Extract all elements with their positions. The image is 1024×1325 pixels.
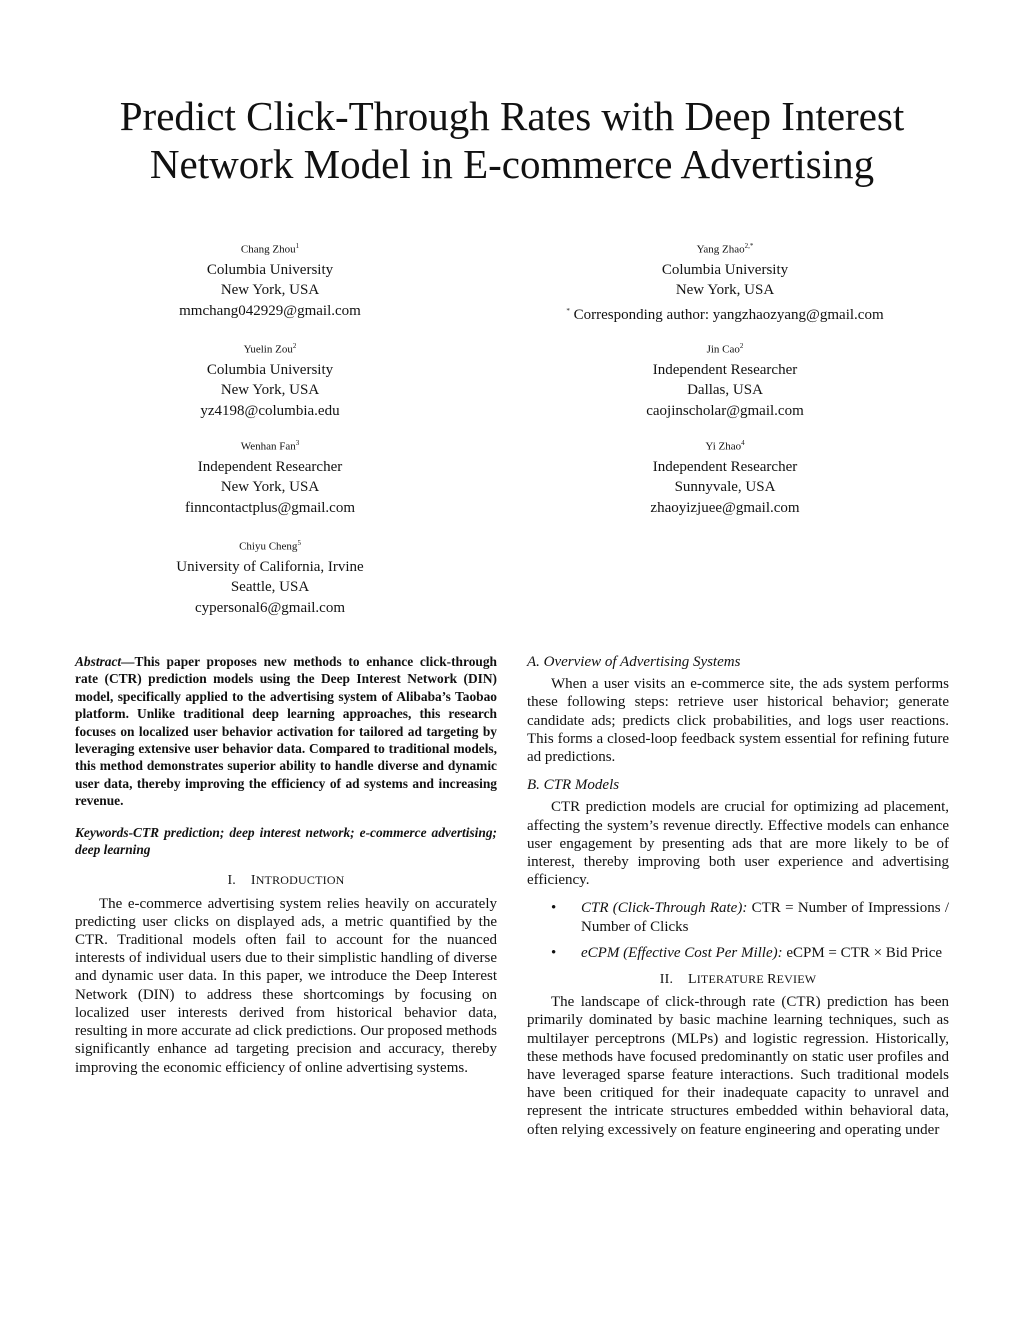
author-location: New York, USA — [220, 382, 320, 399]
list-item-definition: CTR = Number of Impressions / Number of Clicks — [581, 900, 949, 935]
bullet-icon: • — [551, 944, 557, 961]
author-location: Dallas, USA — [687, 382, 763, 399]
list-item — [527, 944, 949, 962]
list-item — [527, 899, 949, 935]
abstract-dash: — — [121, 654, 135, 669]
author-sup: 5 — [297, 539, 301, 547]
author-email: finncontactplus@gmail.com — [184, 499, 356, 516]
author-name: Chang Zhou — [240, 243, 296, 256]
author-email: caojinscholar@gmail.com — [646, 402, 804, 419]
author-block-4 — [545, 336, 905, 421]
author-email: yz4198@columbia.edu — [200, 402, 340, 419]
list-item-term: CTR (Click-Through Rate): — [581, 900, 748, 917]
author-name: Yi Zhao — [705, 440, 742, 453]
author-sup: 1 — [295, 242, 300, 250]
section-title-initial: L — [687, 972, 697, 988]
section-title-middle: ITERATURE — [696, 972, 768, 987]
author-block-3 — [90, 336, 450, 421]
section-heading-literature-review — [527, 970, 949, 989]
subsection-b-paragraph: CTR prediction models are crucial for optimizing ad placement, affecting the system’s revenue directly. Effective models can enhance user engagement by presenting ads that are more likely to be of interest, thereby improving both user experience and advertising efficiency. — [527, 799, 949, 889]
author-sup: 2 — [292, 342, 297, 350]
author-affiliation: University of California, Irvine — [176, 558, 364, 575]
author-name: Yang Zhao — [696, 243, 745, 256]
author-affiliation: Columbia University — [206, 261, 334, 278]
keywords: Keywords-CTR prediction; deep interest network; e-commerce advertising; deep learning — [75, 824, 497, 858]
author-name: Wenhan Fan — [240, 440, 296, 453]
author-email: mmchang042929@gmail.com — [179, 302, 361, 319]
literature-review-paragraph: The landscape of click-through rate (CTR) prediction has been primarily dominated by basic machine learning techniques, such as multilayer perceptrons (MLPs) and logistic regression. Historically, these methods have focused predominantly on static user profiles and have leveraged sparse feature interactions. Such traditional models have been critiqued for their inadequate capacity to unravel and represent the intricate structures embedded within behavioral data, often relying excessively on feature engineering and operating under — [527, 994, 949, 1138]
author-affiliation: Columbia University — [206, 361, 334, 378]
author-name: Chiyu Cheng — [239, 540, 298, 553]
subsection-heading-a: A. Overview of Advertising Systems — [527, 654, 741, 670]
right-column — [527, 653, 949, 1139]
abstract-text: This paper proposes new methods to enhance click-through rate (CTR) prediction models using the Deep Interest Network (DIN) model, specifically applied to the advertising system of Alibaba’s Taobao platform. Unlike traditional deep learning approaches, this research focuses on localized user behavior activation for tailored ad targeting by leveraging extensive user behavior data. Compared to traditional models, this method demonstrates superior ability to handle diverse and dynamic user data, thereby improving the efficiency of ad systems and increasing revenue. — [75, 654, 497, 809]
section-heading-introduction — [75, 871, 497, 890]
author-location: New York, USA — [675, 282, 775, 299]
author-block-1 — [90, 236, 450, 321]
title-line-1: Predict Click-Through Rates with Deep Interest — [119, 93, 905, 139]
subsection-a-paragraph: When a user visits an e-commerce site, the ads system performs these following steps: retrieve user historical behavior; generate candidate ads; predicts click probabilities, and logs user reactions. This forms a closed-loop feedback system essential for refining future ad predictions. — [527, 676, 949, 766]
title-line-2: Network Model in E-commerce Advertising — [149, 141, 875, 187]
author-affiliation: Independent Researcher — [652, 361, 798, 378]
author-affiliation: Independent Researcher — [197, 458, 343, 475]
author-sup: 3 — [295, 439, 300, 447]
author-block-7 — [90, 533, 450, 618]
author-name: Yuelin Zou — [243, 343, 293, 356]
author-location: Seattle, USA — [230, 579, 310, 596]
left-column — [75, 653, 497, 1077]
introduction-paragraph: The e-commerce advertising system relies heavily on accurately predicting user clicks on displayed ads, a metric quantified by the CTR. Traditional models often fail to account for the nuanced interests of individual users due to their simplistic handling of diverse and dynamic user data. In this paper, we introduce the Deep Interest Network (DIN) to address these shortcomings by focusing on localized user interests derived from historical behavior data, resulting in more accurate ad click predictions. Our proposed methods significantly enhance ad targeting precision and accuracy, thereby improving the economic efficiency of online advertising systems. — [75, 895, 497, 1076]
bullet-icon: • — [551, 900, 557, 917]
list-item-definition: eCPM = CTR × Bid Price — [786, 944, 943, 961]
author-sup: 4 — [741, 439, 745, 447]
author-email: Corresponding author: yangzhaozyang@gmail.com — [573, 306, 884, 323]
section-title-initial: I — [250, 873, 256, 889]
corresponding-mark: * — [566, 306, 570, 315]
author-block-5 — [90, 433, 450, 518]
author-block-2 — [545, 236, 905, 325]
author-location: New York, USA — [220, 479, 320, 496]
abstract-label: Abstract — [75, 654, 122, 669]
author-sup: 2,* — [744, 242, 754, 250]
author-block-6 — [545, 433, 905, 518]
author-name: Jin Cao — [706, 343, 740, 356]
list-item-term: eCPM (Effective Cost Per Mille): — [581, 944, 783, 961]
author-email: cypersonal6@gmail.com — [194, 599, 346, 616]
author-location: New York, USA — [220, 282, 320, 299]
section-title-rest: NTRODUCTION — [255, 873, 345, 888]
abstract — [75, 653, 497, 810]
metric-list — [527, 899, 949, 962]
section-title-initial-2: R — [767, 972, 777, 988]
paper-title — [60, 92, 964, 188]
author-sup: 2 — [739, 342, 744, 350]
subsection-heading-b: B. CTR Models — [527, 777, 620, 794]
section-number: I. — [227, 873, 236, 889]
author-location: Sunnyvale, USA — [674, 479, 776, 496]
author-affiliation: Independent Researcher — [652, 458, 798, 475]
author-email: zhaoyizjuee@gmail.com — [650, 499, 800, 516]
section-number: II. — [659, 972, 674, 988]
section-title-rest: EVIEW — [776, 972, 817, 987]
author-affiliation: Columbia University — [661, 261, 789, 278]
